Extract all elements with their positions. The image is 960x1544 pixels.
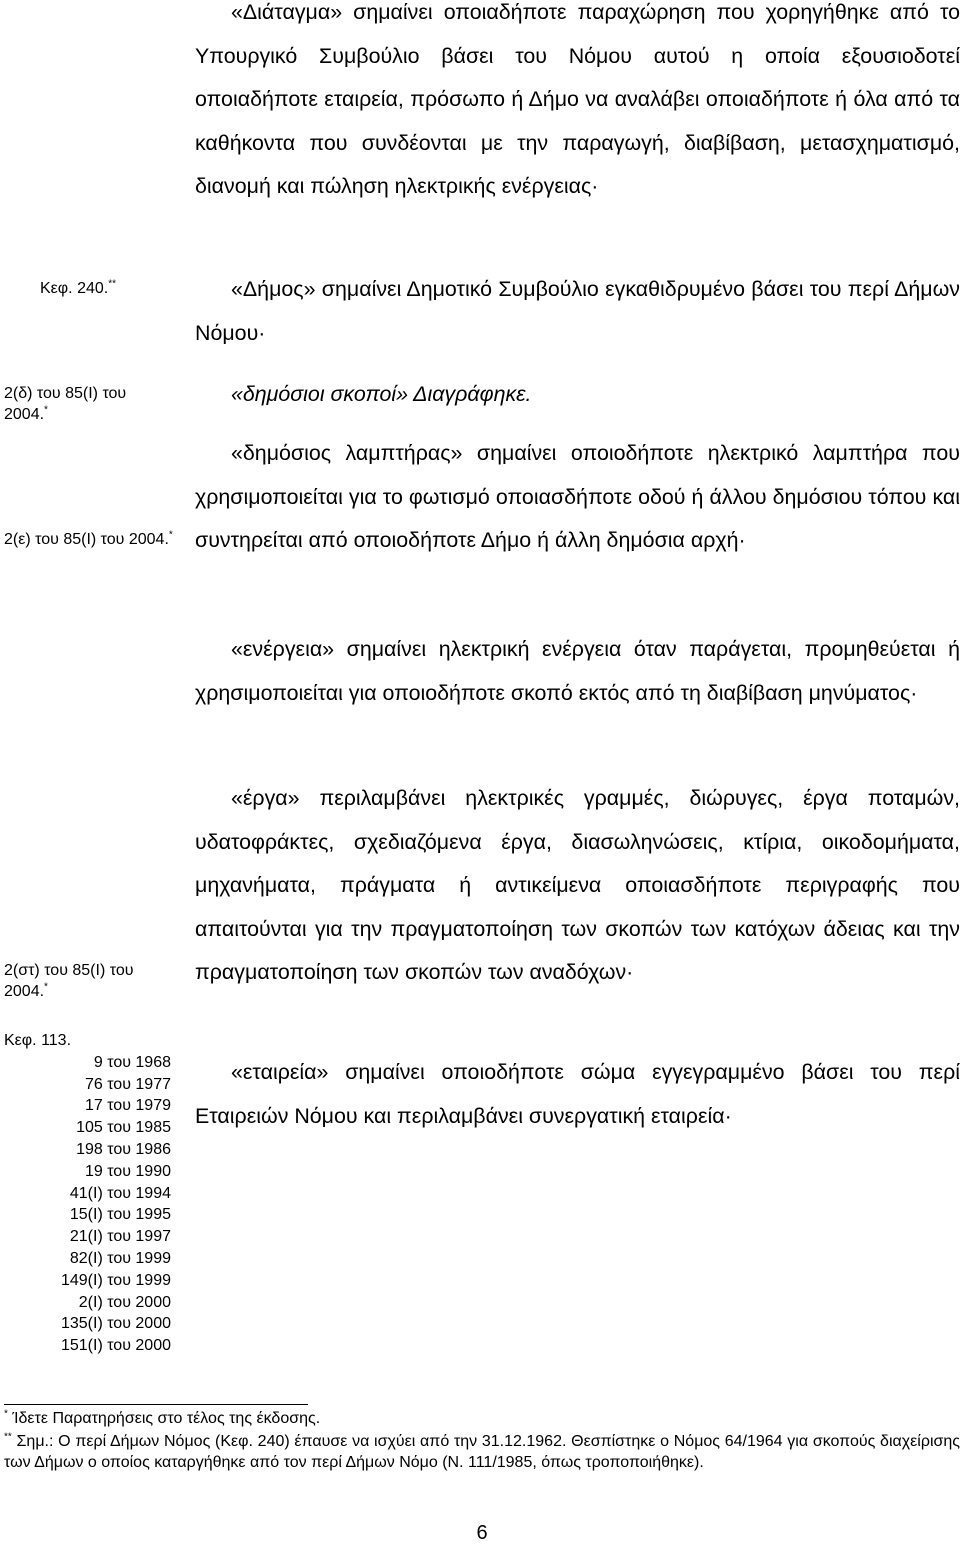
list-item: 19 του 1990	[84, 1162, 171, 1180]
definition-dimos: «Δήμος» σημαίνει Δημοτικό Συμβούλιο εγκαθιδρυμένο βάσει του περί Δήμων Νόμου·	[195, 277, 960, 345]
margin-note-2e	[4, 529, 174, 550]
footnote-2	[4, 1432, 960, 1473]
list-item: 82(Ι) του 1999	[69, 1249, 171, 1267]
list-item: 135(Ι) του 2000	[60, 1315, 171, 1333]
margin-note-2d	[4, 383, 174, 425]
definition-energeia: «ενέργεια» σημαίνει ηλεκτρική ενέργεια όταν παράγεται, προμηθεύεται ή χρησιμοποιείται για οποιοδήποτε σκοπό εκτός από τη διαβίβαση μηνύματος·	[195, 637, 960, 705]
margin-note-text: 2(ε) του 85(Ι) του 2004.	[4, 531, 169, 548]
footnote-mark: **	[4, 1431, 12, 1443]
list-item: 76 του 1977	[84, 1075, 171, 1093]
margin-note-2st	[4, 960, 174, 1002]
definition-erga: «έργα» περιλαμβάνει ηλεκτρικές γραμμές, διώρυγες, έργα ποταμών, υδατοφράκτες, σχεδιαζόμενα έργα, διασωληνώσεις, κτίρια, οικοδομήματα, μηχανήματα, πράγματα ή αντικείμενα οποιασδήποτε περιγραφής που απαιτούνται για την πραγματοποίηση των σκοπών των κατόχων άδειας και την πραγματοποίηση των σκοπών των αναδόχων·	[195, 786, 960, 985]
list-item: 198 του 1986	[76, 1140, 171, 1158]
footnote-mark: *	[4, 1408, 8, 1420]
footnote-text: Ίδετε Παρατηρήσεις στο τέλος της έκδοσης.	[12, 1410, 321, 1427]
footnote-divider	[4, 1404, 308, 1405]
footnote-mark: *	[44, 981, 48, 993]
margin-note-kef240	[40, 278, 210, 299]
definition-dimosios-lamptiras: «δημόσιος λαμπτήρας» σημαίνει οποιοδήποτε ηλεκτρικό λαμπτήρα που χρησιμοποιείται για το φωτισμό οποιασδήποτε οδού ή άλλου δημόσιου τόπου και συντηρείται από οποιοδήποτε Δήμο ή άλλη δημόσια αρχή·	[195, 441, 960, 553]
list-item: 41(Ι) του 1994	[69, 1184, 171, 1202]
footnote-text: Σημ.: Ο περί Δήμων Νόμος (Κεφ. 240) έπαυσε να ισχύει από την 31.12.1962. Θεσπίστηκε ο Νόμος 64/1964 για σκοπούς διαχείρισης των Δήμων ο οποίος καταργήθηκε από τον περί Δήμων Νόμο (Ν. 111/1985, όπως τροποποιήθηκε).	[4, 1433, 960, 1471]
definition-dimosioi-skopoi: «δημόσιοι σκοποί» Διαγράφηκε.	[231, 382, 532, 406]
footnote-mark: **	[108, 278, 117, 290]
list-item: 21(Ι) του 1997	[69, 1228, 171, 1246]
footnote-1	[4, 1409, 960, 1430]
list-item: Κεφ. 113.	[4, 1032, 72, 1049]
footnote-mark: *	[168, 529, 173, 541]
margin-note-text: 2(δ) του 85(Ι) του 2004.	[4, 385, 127, 423]
list-item: 9 του 1968	[93, 1053, 171, 1071]
list-item: 149(Ι) του 1999	[60, 1271, 171, 1289]
kef113-reference-list	[4, 1030, 171, 1357]
page-number: 6	[476, 1522, 488, 1544]
list-item: 17 του 1979	[84, 1097, 171, 1115]
list-item: 15(Ι) του 1995	[69, 1206, 171, 1224]
definition-etaireia: «εταιρεία» σημαίνει οποιοδήποτε σώμα εγγεγραμμένο βάσει του περί Εταιρειών Νόμου και περιλαμβάνει συνεργατική εταιρεία·	[195, 1060, 960, 1128]
list-item: 105 του 1985	[76, 1119, 171, 1137]
list-item: 2(Ι) του 2000	[78, 1293, 171, 1311]
margin-note-text: 2(στ) του 85(Ι) του 2004.	[4, 962, 134, 1000]
list-item: 151(Ι) του 2000	[60, 1337, 171, 1355]
footnote-mark: *	[44, 404, 48, 416]
definition-diatagma: «Διάταγμα» σημαίνει οποιαδήποτε παραχώρηση που χορηγήθηκε από το Υπουργικό Συμβούλιο βάσει του Νόμου αυτού η οποία εξουσιοδοτεί οποιαδήποτε εταιρεία, πρόσωπο ή Δήμο να αναλάβει οποιαδήποτε ή όλα από τα καθήκοντα που συνδέονται με την παραγωγή, διαβίβαση, μετασχηματισμό, διανομή και πώληση ηλεκτρικής ενέργειας·	[195, 0, 960, 199]
margin-note-text: Κεφ. 240.	[40, 280, 109, 297]
